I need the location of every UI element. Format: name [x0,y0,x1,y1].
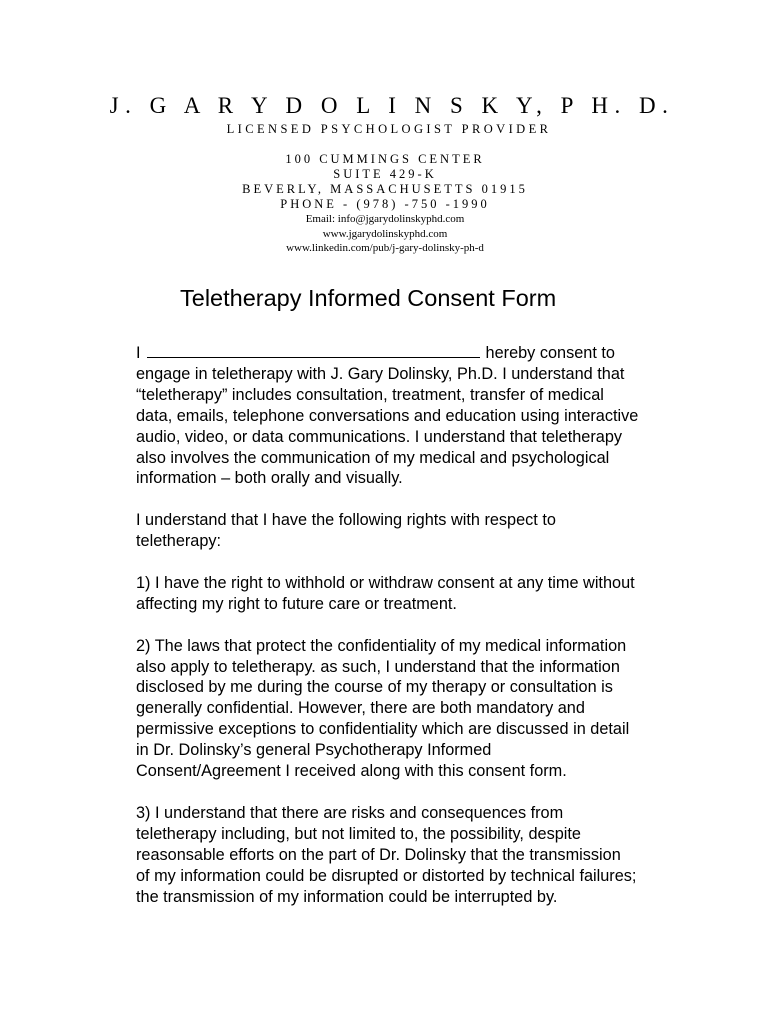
paragraph-spacer [136,615,736,636]
linkedin-link: www.linkedin.com/pub/j-gary-dolinsky-ph-d [286,242,484,254]
paragraph-line: 2) The laws that protect the confidentiality of my medical information [136,636,627,655]
paragraph-line: also involves the communication of my medical and psychological [136,448,610,467]
paragraph-line: 1) I have the right to withhold or withdraw consent at any time without [136,573,635,592]
phone-number: PHONE - (978) -750 -1990 [280,197,490,211]
provider-credential: LICENSED PSYCHOLOGIST PROVIDER [226,122,552,136]
paragraph-line: affecting my right to future care or treatment. [136,594,457,613]
paragraph-line: the transmission of my information could be interrupted by. [136,887,558,906]
paragraph-line: data, emails, telephone conversations and education using interactive [136,406,639,425]
right-1-paragraph [136,573,736,615]
consent-line [136,343,736,364]
paragraph-line: information – both orally and visually. [136,469,403,488]
paragraph-spacer [136,489,736,510]
right-2-paragraph [136,636,736,782]
paragraph-line: teletherapy including, but not limited to, the possibility, despite [136,824,581,843]
paragraph-line: Consent/Agreement I received along with this consent form. [136,762,567,781]
form-body [136,343,736,907]
consent-paragraph [136,343,736,489]
letterhead [0,92,770,256]
rights-intro-paragraph [136,510,736,552]
address-line-1: 100 CUMMINGS CENTER [285,152,485,166]
paragraph-spacer [136,552,736,573]
paragraph-line: I understand that I have the following rights with respect to [136,511,556,530]
paragraph-line: in Dr. Dolinsky’s general Psychotherapy Informed [136,741,492,760]
address-line-3: BEVERLY, MASSACHUSETTS 01915 [242,182,528,196]
right-3-paragraph [136,803,736,908]
paragraph-line: of my information could be disrupted or distorted by technical failures; [136,866,637,885]
consent-suffix: hereby consent to [485,344,615,362]
paragraph-line: teletherapy: [136,532,222,551]
paragraph-line: reasonsable efforts on the part of Dr. Dolinsky that the transmission [136,845,621,864]
paragraph-line: audio, video, or data communications. I understand that teletherapy [136,427,623,446]
form-title: Teletherapy Informed Consent Form [180,285,557,311]
paragraph-spacer [136,782,736,803]
name-blank-field[interactable] [147,343,480,358]
paragraph-line: disclosed by me during the course of my therapy or consultation is [136,678,613,697]
paragraph-line: permissive exceptions to confidentiality which are discussed in detail [136,720,630,739]
consent-prefix: I [136,344,141,362]
paragraph-line: “teletherapy” includes consultation, treatment, transfer of medical [136,385,604,404]
address-line-2: SUITE 429-K [333,167,437,181]
paragraph-line: also apply to teletherapy. as such, I understand that the information [136,657,620,676]
paragraph-line: 3) I understand that there are risks and consequences from [136,803,564,822]
paragraph-line: engage in teletherapy with J. Gary Dolinsky, Ph.D. I understand that [136,364,625,383]
provider-name: J. G A R Y D O L I N S K Y, P H. D. [109,93,675,118]
paragraph-line: generally confidential. However, there are both mandatory and [136,699,585,718]
email-address: Email: info@jgarydolinskyphd.com [305,213,465,225]
website-link: www.jgarydolinskyphd.com [322,227,448,240]
